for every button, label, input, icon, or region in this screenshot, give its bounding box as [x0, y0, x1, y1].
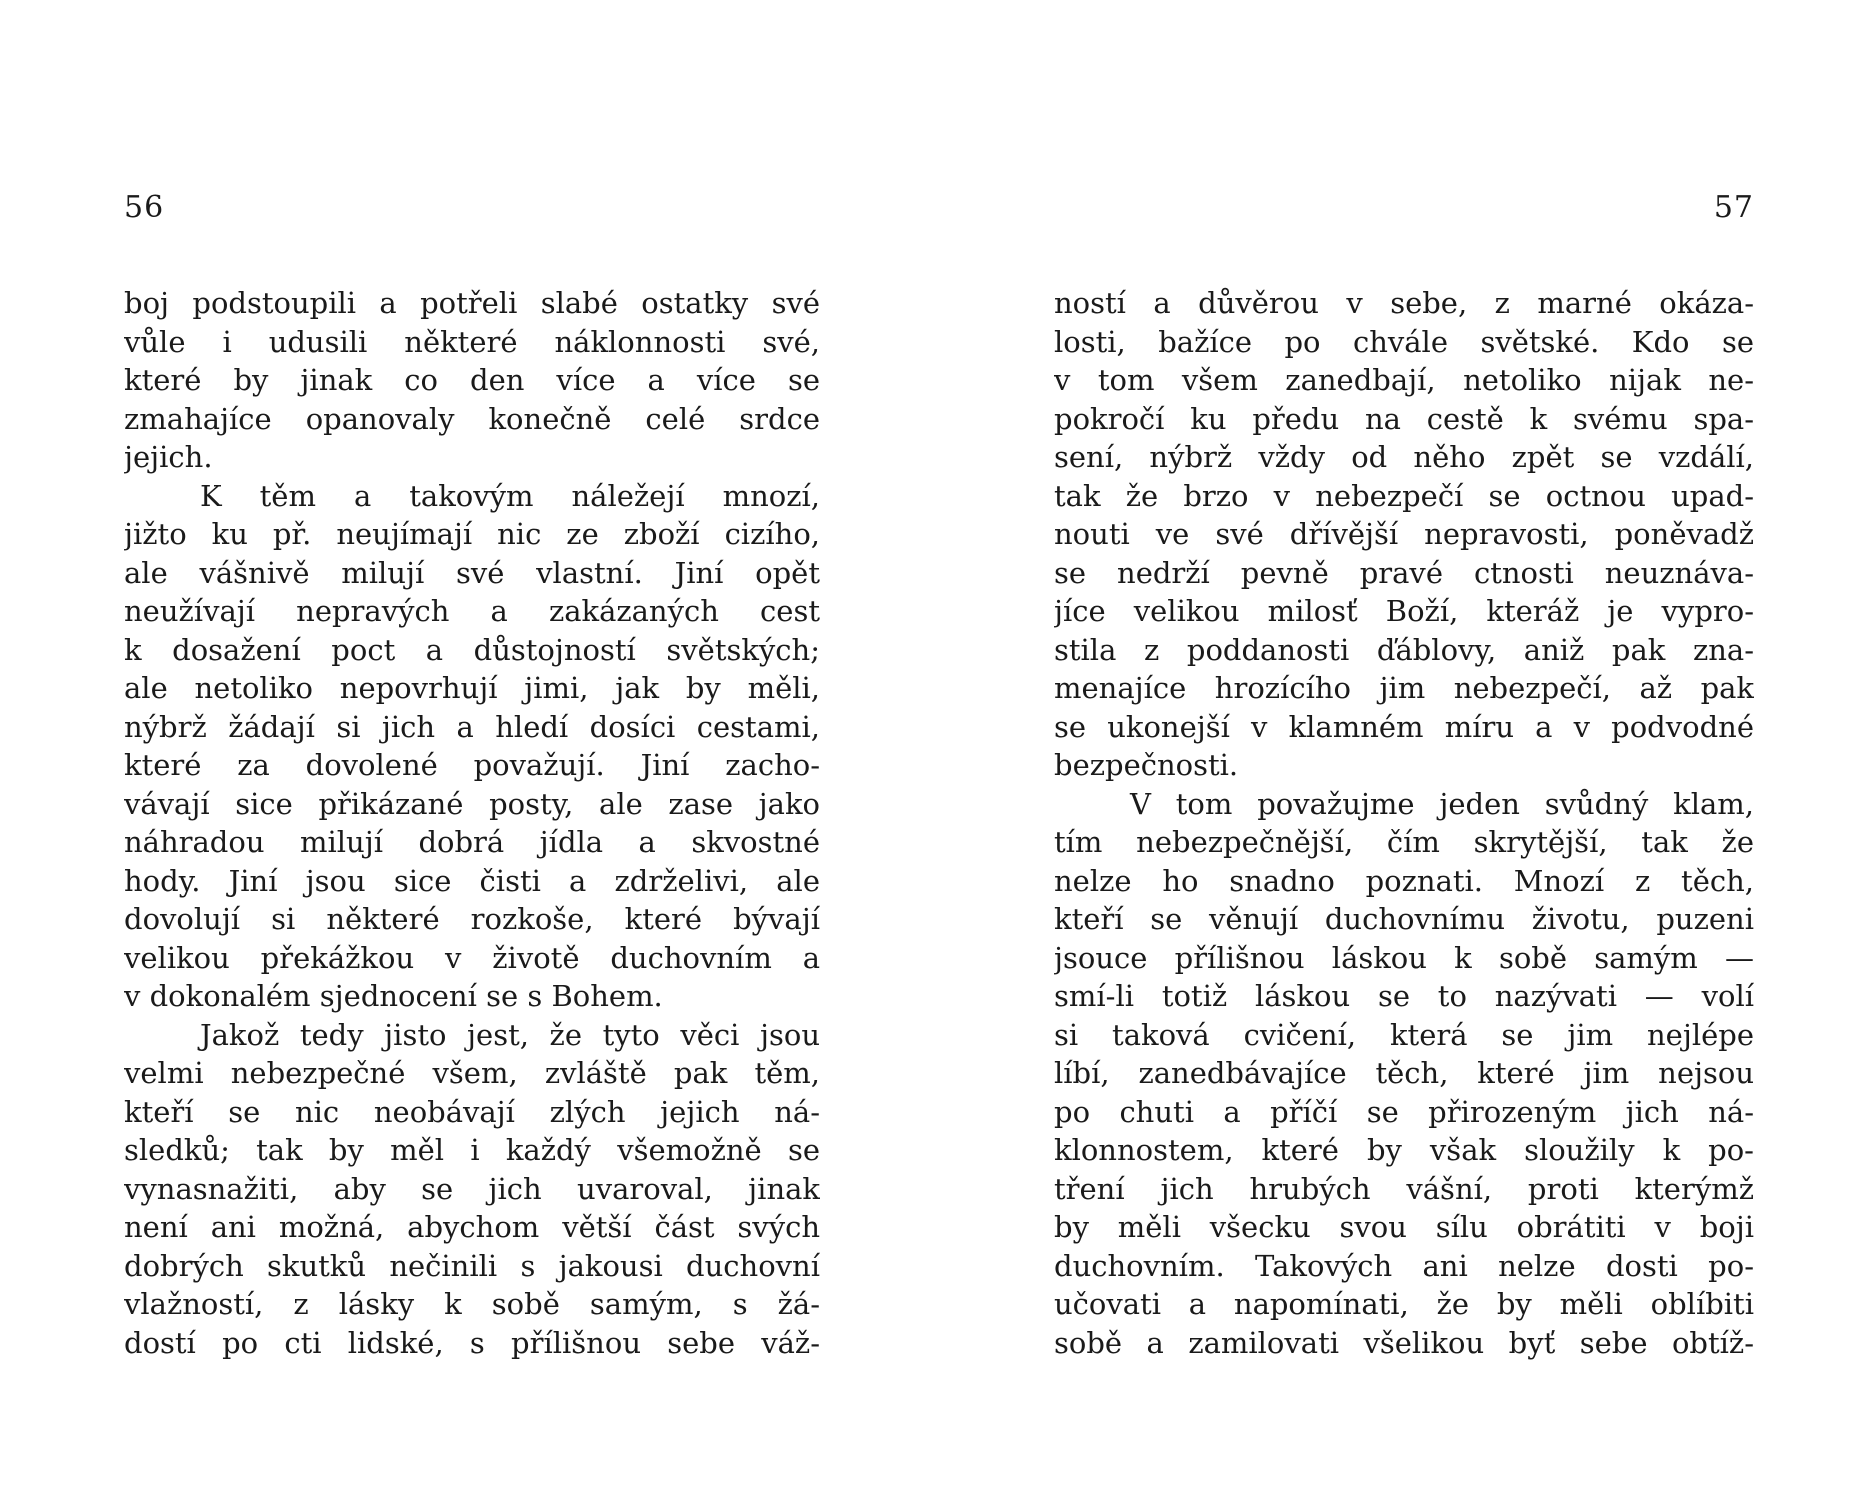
text-line: ností a důvěrou v sebe, z marné okáza- [1054, 286, 1754, 320]
left-page [124, 0, 820, 1500]
text-line: nýbrž žádají si jich a hledí dosíci cestami, [124, 709, 820, 744]
text-line: duchovním. Takových ani nelze dosti po- [1054, 1248, 1754, 1283]
left-page-text [124, 284, 820, 1362]
text-line: vůle i udusili některé náklonnosti své, [124, 324, 820, 359]
text-line: sení, nýbrž vždy od něho zpět se vzdálí, [1054, 440, 1754, 474]
page-number-left: 56 [124, 190, 165, 225]
text-line: bezpečnosti. [1054, 748, 1239, 782]
text-line: učovati a napomínati, že by měli oblíbiti [1054, 1287, 1754, 1321]
text-line: zmahajíce opanovaly konečně celé srdce [124, 401, 820, 436]
text-line: nouti ve své dřívější nepravosti, poněvadž [1054, 517, 1754, 551]
right-page-text [1054, 284, 1754, 1362]
page-number-right: 57 [1713, 190, 1754, 225]
text-line: se ukonejší v klamném míru a v podvodné [1054, 709, 1754, 744]
text-line: losti, bažíce po chvále světské. Kdo se [1054, 324, 1754, 359]
text-line: velikou překážkou v životě duchovním a [124, 940, 820, 975]
text-line: sobě a zamilovati všelikou byť sebe obtíž- [1054, 1325, 1754, 1360]
text-line: menajíce hrozícího jim nebezpečí, až pak [1054, 671, 1754, 705]
text-line: dovolují si některé rozkoše, které bývají [124, 902, 820, 936]
text-line: V tom považujme jeden svůdný klam, [1130, 786, 1754, 821]
text-line: které za dovolené považují. Jiní zacho- [124, 748, 820, 782]
text-line: dobrých skutků nečinili s jakousi duchovní [124, 1248, 820, 1283]
text-line: klonnostem, které by však sloužily k po- [1054, 1133, 1754, 1167]
text-line: vlažností, z lásky k sobě samým, s žá- [124, 1287, 820, 1321]
text-line: nelze ho snadno poznati. Mnozí z těch, [1054, 863, 1754, 898]
text-line: líbí, zanedbávajíce těch, které jim nejsou [1054, 1056, 1754, 1090]
text-line: neužívají nepravých a zakázaných cest [124, 594, 820, 628]
text-line: tak že brzo v nebezpečí se octnou upad- [1054, 478, 1754, 513]
text-line: náhradou milují dobrá jídla a skvostné [124, 825, 820, 859]
text-line: K těm a takovým náležejí mnozí, [200, 478, 820, 513]
text-line: k dosažení poct a důstojností světských; [124, 632, 820, 667]
text-line: vávají sice přikázané posty, ale zase jako [124, 786, 820, 821]
text-line: které by jinak co den více a více se [124, 363, 820, 397]
text-line: jíce velikou milosť Boží, kteráž je vypro- [1054, 594, 1754, 628]
text-line: v dokonalém sjednocení se s Bohem. [124, 979, 663, 1013]
text-line: boj podstoupili a potřeli slabé ostatky své [124, 286, 820, 320]
text-line: sledků; tak by měl i každý všemožně se [124, 1133, 820, 1167]
text-line: tření jich hrubých vášní, proti kterýmž [1054, 1171, 1754, 1206]
text-line: Jakož tedy jisto jest, že tyto věci jsou [200, 1017, 820, 1052]
text-line: si taková cvičení, která se jim nejlépe [1054, 1017, 1754, 1052]
right-page [1054, 0, 1754, 1500]
text-line: jejich. [124, 440, 213, 474]
text-line: není ani možná, abychom větší část svých [124, 1210, 820, 1244]
text-line: kteří se věnují duchovnímu životu, puzeni [1054, 902, 1754, 936]
text-line: vynasnažiti, aby se jich uvaroval, jinak [124, 1171, 820, 1206]
text-line: v tom všem zanedbají, netoliko nijak ne- [1054, 363, 1754, 397]
text-line: po chuti a příčí se přirozeným jich ná- [1054, 1094, 1754, 1129]
text-line: jsouce přílišnou láskou k sobě samým — [1054, 940, 1754, 975]
text-line: hody. Jiní jsou sice čisti a zdrželivi, ale [124, 863, 820, 898]
text-line: dostí po cti lidské, s přílišnou sebe váž- [124, 1325, 820, 1360]
text-line: se nedrží pevně pravé ctnosti neuznáva- [1054, 555, 1754, 590]
text-line: tím nebezpečnější, čím skrytější, tak že [1054, 825, 1754, 859]
text-line: ale netoliko nepovrhují jimi, jak by měli, [124, 671, 820, 705]
text-line: kteří se nic neobávají zlých jejich ná- [124, 1094, 820, 1129]
text-line: smí-li totiž láskou se to nazývati — volí [1054, 979, 1754, 1013]
text-line: velmi nebezpečné všem, zvláště pak těm, [124, 1056, 820, 1090]
text-line: by měli všecku svou sílu obrátiti v boji [1054, 1210, 1754, 1244]
text-line: stila z poddanosti ďáblovy, aniž pak zna- [1054, 632, 1754, 667]
text-line: jižto ku př. neujímají nic ze zboží cizího, [124, 517, 820, 551]
text-line: ale vášnivě milují své vlastní. Jiní opět [124, 555, 820, 590]
text-line: pokročí ku předu na cestě k svému spa- [1054, 401, 1754, 436]
